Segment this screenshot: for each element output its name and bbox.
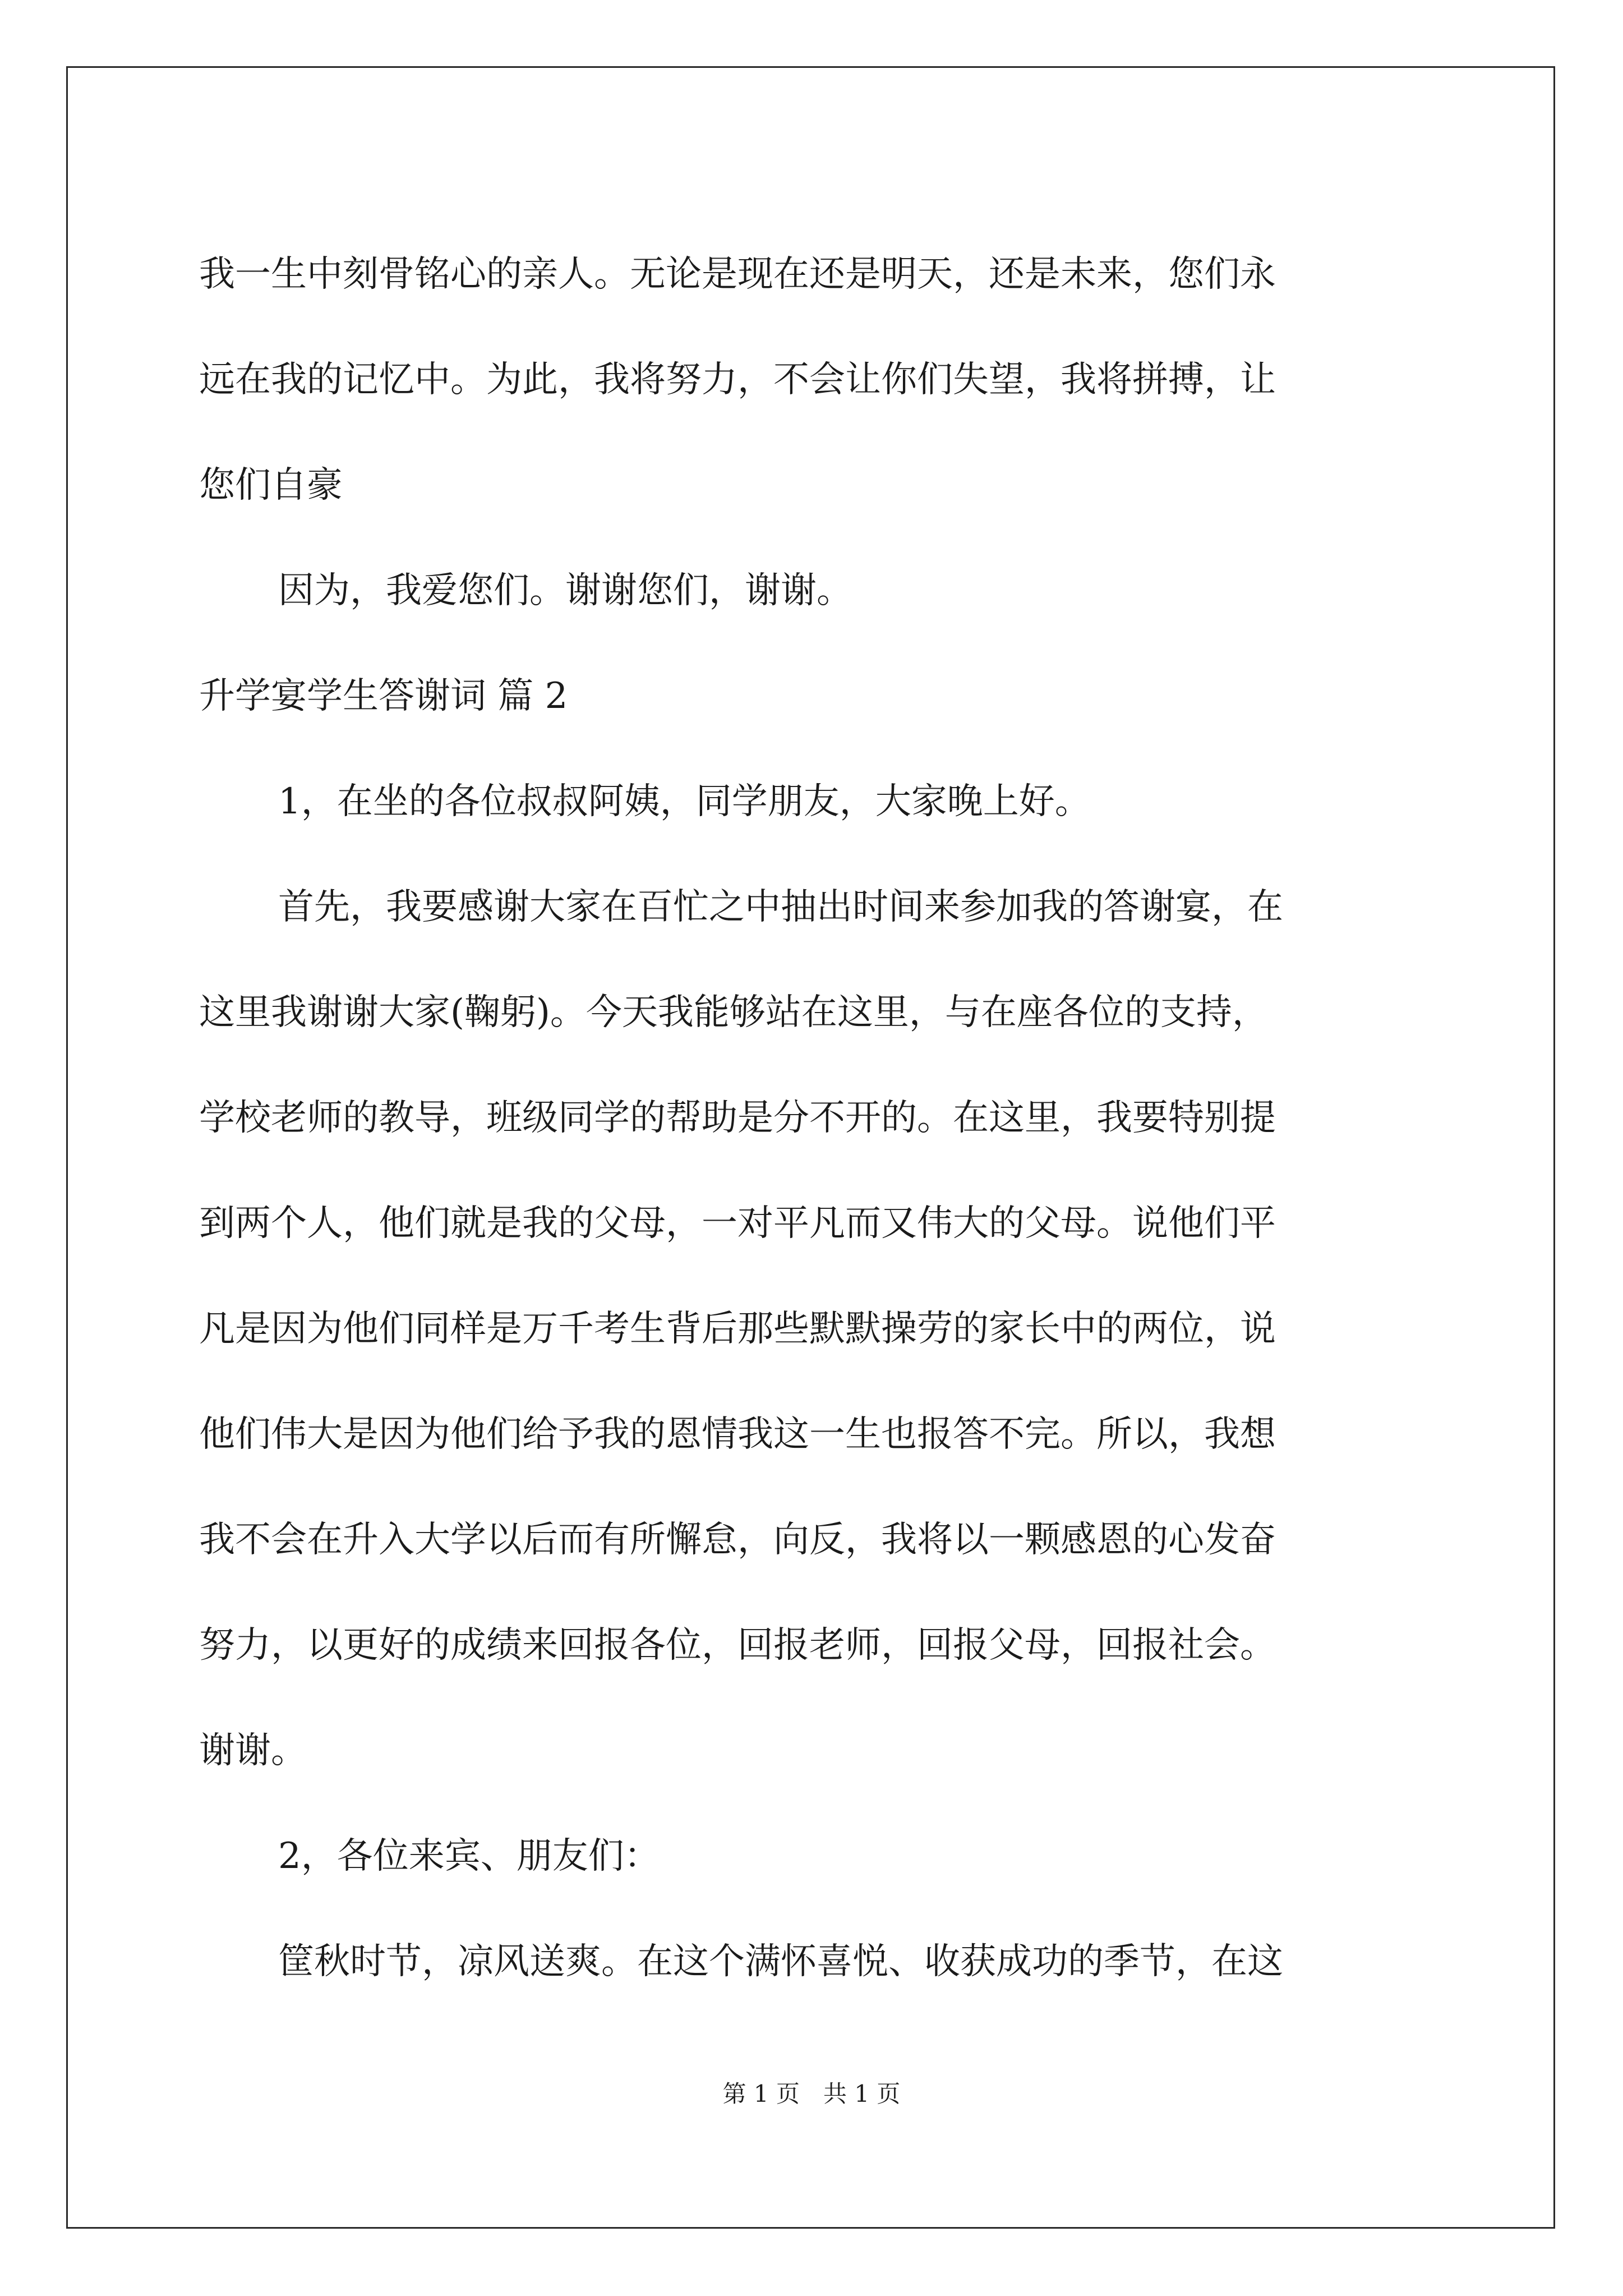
text-line: 远在我的记忆中。为此，我将努力，不会让你们失望，我将拼搏，让 xyxy=(199,359,1276,401)
text-line: 首先，我要感谢大家在百忙之中抽出时间来参加我的答谢宴，在 xyxy=(278,886,1283,928)
text-line: 谢谢。 xyxy=(199,1730,307,1772)
text-line: 这里我谢谢大家(鞠躬)。今天我能够站在这里，与在座各位的支持， xyxy=(199,992,1268,1033)
text-line: 到两个人，他们就是我的父母，一对平凡而又伟大的父母。说他们平 xyxy=(199,1203,1276,1244)
text-line: 因为，我爱您们。谢谢您们，谢谢。 xyxy=(278,570,852,611)
page-footer: 第 1 页 共 1 页 xyxy=(722,2080,901,2108)
text-line: 1，在坐的各位叔叔阿姨，同学朋友，大家晚上好。 xyxy=(278,781,1091,822)
text-line: 2，各位来宾、朋友们： xyxy=(278,1835,660,1877)
section-heading: 升学宴学生答谢词 篇 2 xyxy=(199,675,568,717)
text-line: 筐秋时节，凉风送爽。在这个满怀喜悦、收获成功的季节，在这 xyxy=(278,1941,1283,1982)
document-body xyxy=(199,222,1427,2014)
text-line: 他们伟大是因为他们给予我的恩情我这一生也报答不完。所以，我想 xyxy=(199,1414,1276,1455)
text-line: 我不会在升入大学以后而有所懈怠，向反，我将以一颗感恩的心发奋 xyxy=(199,1519,1276,1561)
text-line: 凡是因为他们同样是万千考生背后那些默默操劳的家长中的两位，说 xyxy=(199,1308,1276,1350)
text-line: 您们自豪 xyxy=(199,464,343,506)
text-line: 努力，以更好的成绩来回报各位，回报老师，回报父母，回报社会。 xyxy=(199,1625,1276,1666)
text-line: 学校老师的教导，班级同学的帮助是分不开的。在这里，我要特别提 xyxy=(199,1097,1276,1139)
text-line: 我一生中刻骨铭心的亲人。无论是现在还是明天，还是未来，您们永 xyxy=(199,254,1276,295)
